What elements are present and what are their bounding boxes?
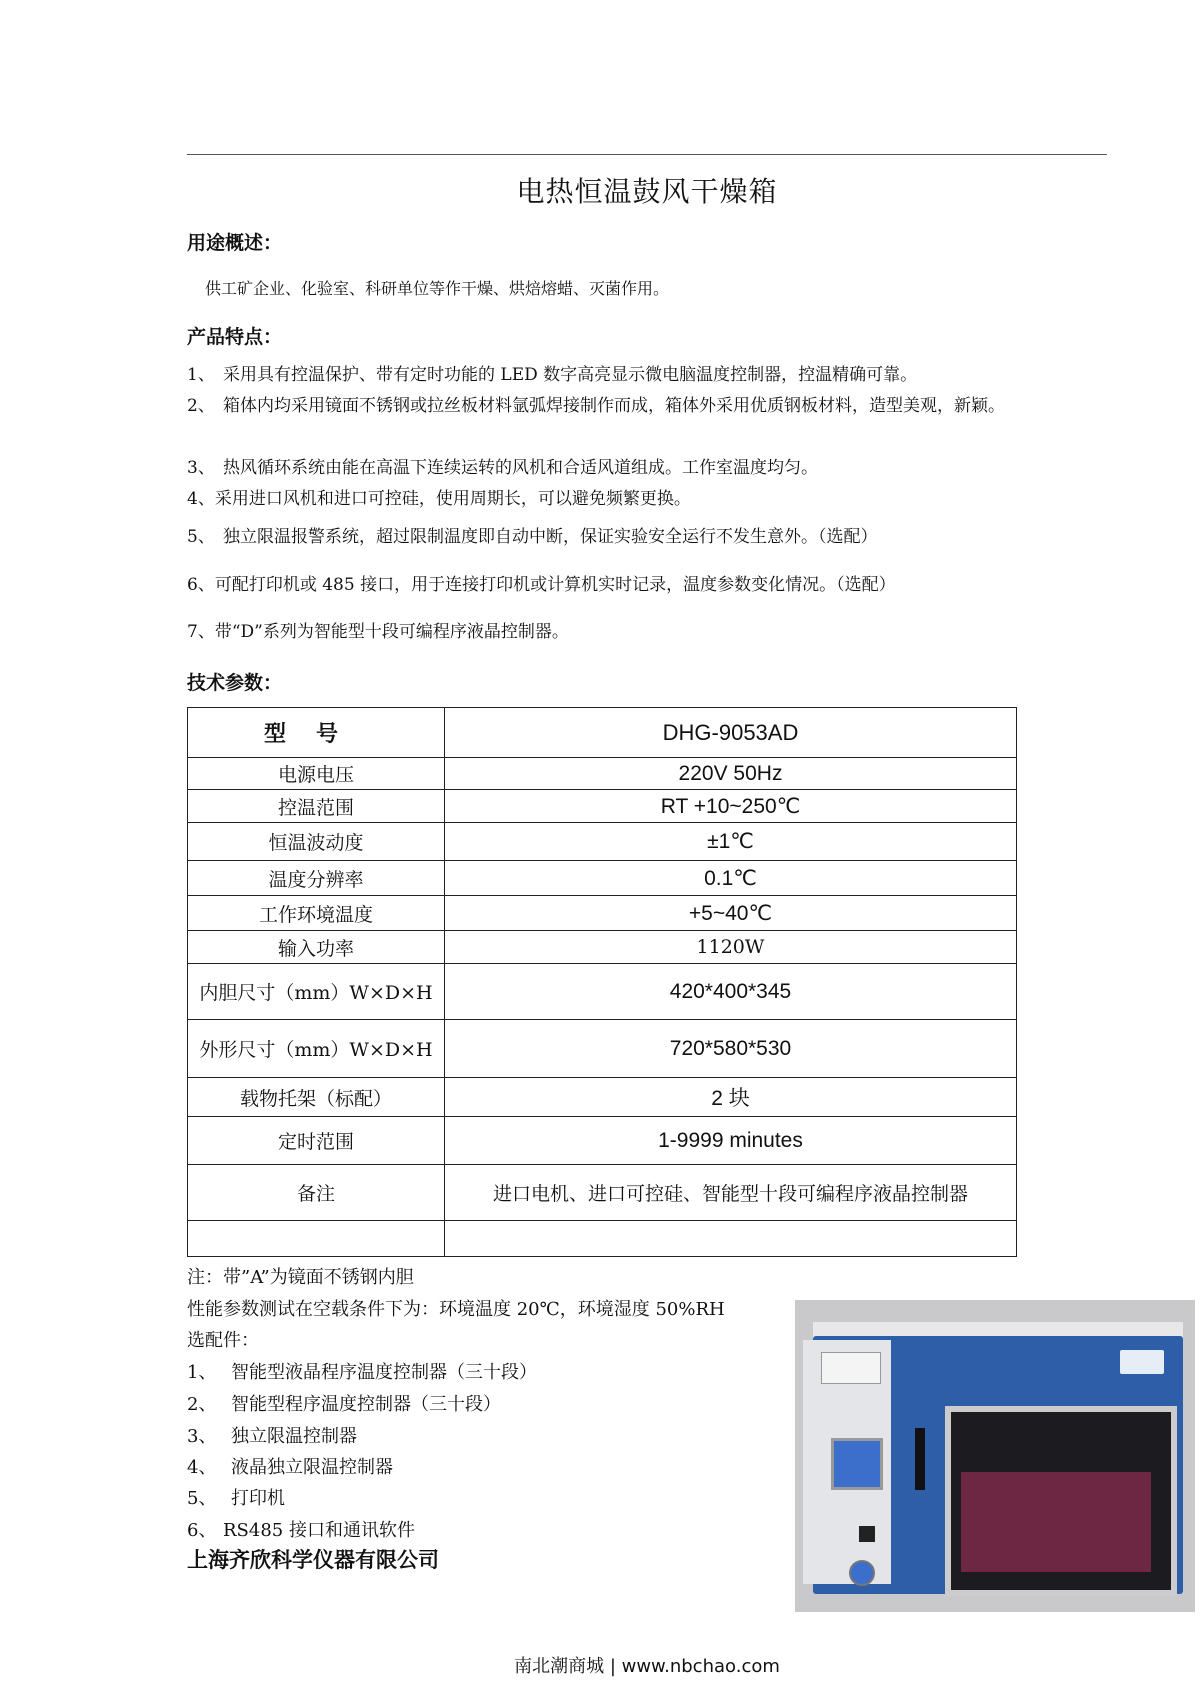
table-row: 电源电压 220V 50Hz bbox=[188, 758, 1017, 790]
brand-logo bbox=[1120, 1350, 1164, 1374]
table-row: 温度分辨率 0.1℃ bbox=[188, 861, 1017, 896]
usage-heading: 用途概述： bbox=[187, 232, 283, 254]
note-text: 性能参数测试在空载条件下为：环境温度 20℃，环境湿度 50%RH bbox=[187, 1299, 725, 1320]
model-value: DHG-9053AD bbox=[445, 708, 1017, 758]
power-switch bbox=[859, 1526, 875, 1542]
company-name: 上海齐欣科学仪器有限公司 bbox=[187, 1547, 439, 1572]
option-item: 6、 RS485 接口和通讯软件 bbox=[187, 1520, 415, 1541]
table-row bbox=[188, 708, 1017, 758]
table-row bbox=[188, 1221, 1017, 1257]
document-title: 电热恒温鼓风干燥箱 bbox=[516, 175, 778, 208]
door-handle bbox=[915, 1428, 925, 1490]
option-item: 3、 独立限温控制器 bbox=[187, 1426, 357, 1447]
option-item: 4、 液晶独立限温控制器 bbox=[187, 1457, 393, 1478]
feature-item: 1、 采用具有控温保护、带有定时功能的 LED 数字高亮显示微电脑温度控制器，控温精确可靠。 bbox=[187, 365, 918, 385]
interior-glow bbox=[961, 1472, 1151, 1572]
table-row: 载物托架（标配） 2 块 bbox=[188, 1078, 1017, 1117]
table-row: 输入功率 1120W bbox=[188, 931, 1017, 964]
feature-item: 4、采用进口风机和进口可控硅，使用周期长，可以避免频繁更换。 bbox=[187, 489, 691, 509]
option-item: 5、 打印机 bbox=[187, 1488, 285, 1509]
control-knob bbox=[849, 1560, 875, 1586]
table-row: 恒温波动度 ±1℃ bbox=[188, 823, 1017, 861]
features-heading: 产品特点： bbox=[187, 326, 283, 348]
panel-label bbox=[821, 1352, 881, 1384]
table-row: 定时范围 1-9999 minutes bbox=[188, 1117, 1017, 1165]
feature-item: 2、 箱体内均采用镜面不锈钢或拉丝板材料氩弧焊接制作而成，箱体外采用优质钢板材料，造型美观，新颖。 bbox=[187, 396, 1005, 416]
temperature-display bbox=[831, 1438, 883, 1490]
table-row: 内胆尺寸（mm）W×D×H 420*400*345 bbox=[188, 964, 1017, 1020]
options-heading: 选配件： bbox=[187, 1330, 259, 1351]
spec-table bbox=[187, 707, 1017, 1257]
product-photo bbox=[795, 1300, 1195, 1612]
feature-item: 7、带“D”系列为智能型十段可编程序液晶控制器。 bbox=[187, 622, 569, 642]
feature-item: 3、 热风循环系统由能在高温下连续运转的风机和合适风道组成。工作室温度均匀。 bbox=[187, 458, 818, 478]
table-row: 控温范围 RT +10~250℃ bbox=[188, 790, 1017, 823]
table-row: 外形尺寸（mm）W×D×H 720*580*530 bbox=[188, 1020, 1017, 1078]
option-item: 2、 智能型程序温度控制器（三十段） bbox=[187, 1394, 501, 1415]
header-rule bbox=[187, 154, 1107, 155]
note-text: 注：带”A”为镜面不锈钢内胆 bbox=[187, 1267, 414, 1288]
feature-item: 5、 独立限温报警系统，超过限制温度即自动中断，保证实验安全运行不发生意外。（选配） bbox=[187, 527, 878, 547]
option-item: 1、 智能型液晶程序温度控制器（三十段） bbox=[187, 1362, 537, 1383]
usage-text: 供工矿企业、化验室、科研单位等作干燥、烘焙熔蜡、灭菌作用。 bbox=[205, 279, 670, 298]
model-label: 型号 bbox=[188, 708, 445, 758]
table-row: 备注 进口电机、进口可控硅、智能型十段可编程序液晶控制器 bbox=[188, 1165, 1017, 1221]
table-row: 工作环境温度 +5~40℃ bbox=[188, 896, 1017, 931]
specs-heading: 技术参数： bbox=[187, 672, 283, 694]
footer-link[interactable]: 南北潮商城 | www.nbchao.com bbox=[514, 1656, 780, 1677]
viewing-window bbox=[945, 1406, 1177, 1596]
feature-item: 6、可配打印机或 485 接口，用于连接打印机或计算机实时记录，温度参数变化情况。（选配） bbox=[187, 575, 896, 595]
control-panel bbox=[803, 1340, 891, 1584]
